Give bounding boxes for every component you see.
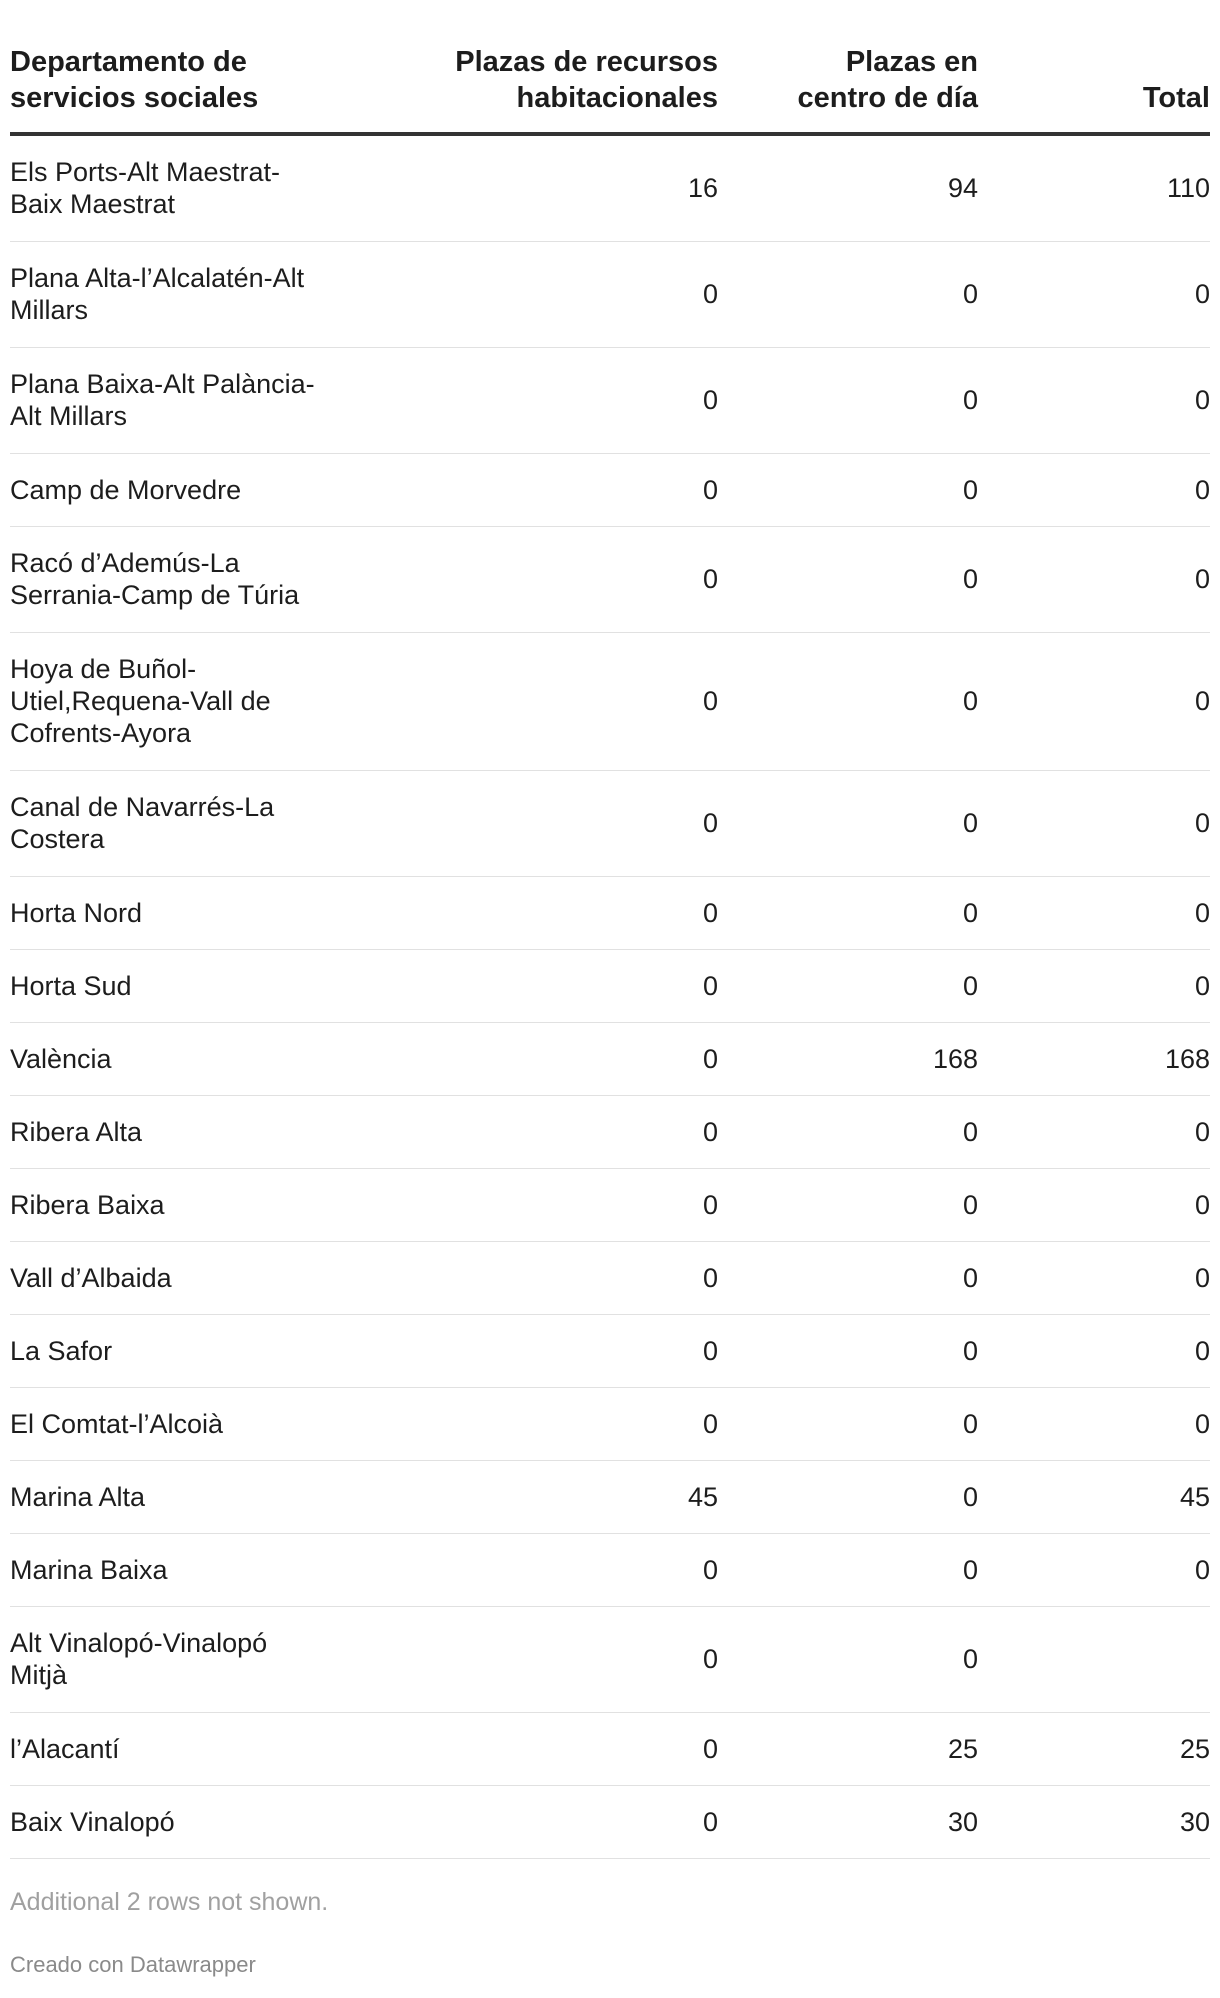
column-header-centro-line2: centro de día <box>797 82 978 114</box>
table-row <box>10 632 1210 770</box>
table-row <box>10 770 1210 876</box>
cell-centro: 0 <box>718 1314 978 1387</box>
table-row <box>10 1606 1210 1712</box>
cell-departamento: El Comtat-l’Alcoià <box>10 1387 330 1460</box>
cell-recursos: 0 <box>330 1022 718 1095</box>
cell-centro: 0 <box>718 1168 978 1241</box>
cell-departamento: Marina Baixa <box>10 1533 330 1606</box>
cell-centro: 0 <box>718 1387 978 1460</box>
table-chart <box>10 0 1220 1979</box>
cell-recursos: 0 <box>330 876 718 949</box>
cell-total: 0 <box>978 453 1210 526</box>
column-header-departamento[interactable] <box>10 0 330 134</box>
cell-departamento: Baix Vinalopó <box>10 1785 330 1858</box>
cell-recursos: 0 <box>330 526 718 632</box>
cell-departamento: l’Alacantí <box>10 1712 330 1785</box>
cell-total: 0 <box>978 1168 1210 1241</box>
cell-centro: 0 <box>718 453 978 526</box>
cell-centro: 0 <box>718 241 978 347</box>
table-row <box>10 1022 1210 1095</box>
table-row <box>10 1387 1210 1460</box>
table-row <box>10 1785 1210 1858</box>
table-row <box>10 876 1210 949</box>
column-header-departamento-line1: Departamento de <box>10 46 247 78</box>
cell-centro: 0 <box>718 1533 978 1606</box>
cell-centro: 0 <box>718 526 978 632</box>
cell-recursos: 0 <box>330 1168 718 1241</box>
table-row <box>10 347 1210 453</box>
cell-departamento: Vall d’Albaida <box>10 1241 330 1314</box>
table-row <box>10 1314 1210 1387</box>
cell-recursos: 0 <box>330 241 718 347</box>
cell-departamento: Horta Sud <box>10 949 330 1022</box>
cell-total: 30 <box>978 1785 1210 1858</box>
cell-departamento: Plana Alta-l’Alcalatén-Alt Millars <box>10 241 330 347</box>
cell-recursos: 0 <box>330 1606 718 1712</box>
cell-recursos: 0 <box>330 1712 718 1785</box>
table-row <box>10 1533 1210 1606</box>
cell-centro: 94 <box>718 134 978 241</box>
cell-departamento: Marina Alta <box>10 1460 330 1533</box>
cell-total: 0 <box>978 949 1210 1022</box>
column-header-departamento-line2: servicios sociales <box>10 82 259 114</box>
cell-centro: 0 <box>718 1460 978 1533</box>
cell-departamento: Canal de Navarrés-La Costera <box>10 770 330 876</box>
cell-departamento: Plana Baixa-Alt Palància-Alt Millars <box>10 347 330 453</box>
table-row <box>10 526 1210 632</box>
cell-departamento: Ribera Alta <box>10 1095 330 1168</box>
cell-centro: 168 <box>718 1022 978 1095</box>
cell-recursos: 0 <box>330 1387 718 1460</box>
table-row <box>10 241 1210 347</box>
cell-total: 0 <box>978 632 1210 770</box>
cell-departamento: Els Ports-Alt Maestrat-Baix Maestrat <box>10 134 330 241</box>
table-row <box>10 1241 1210 1314</box>
cell-centro: 0 <box>718 347 978 453</box>
data-table <box>10 0 1210 1859</box>
cell-departamento: València <box>10 1022 330 1095</box>
cell-recursos: 16 <box>330 134 718 241</box>
table-row <box>10 1168 1210 1241</box>
cell-total: 0 <box>978 876 1210 949</box>
cell-total: 0 <box>978 526 1210 632</box>
header-row <box>10 0 1210 134</box>
column-header-total[interactable] <box>978 0 1210 134</box>
cell-recursos: 0 <box>330 949 718 1022</box>
table-row <box>10 134 1210 241</box>
cell-total: 0 <box>978 770 1210 876</box>
datawrapper-credit[interactable]: Creado con Datawrapper <box>10 1951 256 1977</box>
cell-departamento: La Safor <box>10 1314 330 1387</box>
cell-total <box>978 1606 1210 1712</box>
cell-total: 0 <box>978 1387 1210 1460</box>
cell-total: 0 <box>978 347 1210 453</box>
cell-recursos: 0 <box>330 1533 718 1606</box>
cell-departamento: Hoya de Buñol-Utiel,Requena-Vall de Cofrents-Ayora <box>10 632 330 770</box>
cell-departamento: Camp de Morvedre <box>10 453 330 526</box>
cell-recursos: 0 <box>330 453 718 526</box>
cell-total: 0 <box>978 241 1210 347</box>
cell-departamento: Alt Vinalopó-Vinalopó Mitjà <box>10 1606 330 1712</box>
table-row <box>10 1712 1210 1785</box>
table-row <box>10 949 1210 1022</box>
column-header-total-label: Total <box>1142 82 1210 114</box>
cell-departamento: Ribera Baixa <box>10 1168 330 1241</box>
cell-centro: 0 <box>718 770 978 876</box>
column-header-recursos-line2: habitacionales <box>516 82 718 114</box>
cell-recursos: 0 <box>330 632 718 770</box>
cell-departamento: Racó d’Ademús-La Serrania-Camp de Túria <box>10 526 330 632</box>
cell-total: 45 <box>978 1460 1210 1533</box>
cell-total: 168 <box>978 1022 1210 1095</box>
cell-recursos: 0 <box>330 347 718 453</box>
table-header <box>10 0 1210 134</box>
cell-centro: 0 <box>718 632 978 770</box>
column-header-recursos[interactable] <box>330 0 718 134</box>
cell-total: 110 <box>978 134 1210 241</box>
cell-centro: 0 <box>718 1241 978 1314</box>
cell-total: 0 <box>978 1095 1210 1168</box>
table-body <box>10 134 1210 1858</box>
cell-recursos: 0 <box>330 770 718 876</box>
cell-total: 25 <box>978 1712 1210 1785</box>
column-header-recursos-line1: Plazas de recursos <box>455 46 718 78</box>
column-header-centro-line1: Plazas en <box>845 46 978 78</box>
cell-recursos: 0 <box>330 1785 718 1858</box>
cell-recursos: 0 <box>330 1241 718 1314</box>
cell-departamento: Horta Nord <box>10 876 330 949</box>
cell-centro: 0 <box>718 1095 978 1168</box>
cell-recursos: 0 <box>330 1095 718 1168</box>
cell-centro: 0 <box>718 949 978 1022</box>
table-row <box>10 1095 1210 1168</box>
cell-total: 0 <box>978 1314 1210 1387</box>
cell-centro: 0 <box>718 1606 978 1712</box>
cell-centro: 30 <box>718 1785 978 1858</box>
table-notes: Additional 2 rows not shown. <box>10 1887 329 1916</box>
cell-recursos: 0 <box>330 1314 718 1387</box>
cell-total: 0 <box>978 1533 1210 1606</box>
cell-centro: 0 <box>718 876 978 949</box>
table-row <box>10 453 1210 526</box>
cell-total: 0 <box>978 1241 1210 1314</box>
column-header-centro[interactable] <box>718 0 978 134</box>
cell-centro: 25 <box>718 1712 978 1785</box>
table-row <box>10 1460 1210 1533</box>
cell-recursos: 45 <box>330 1460 718 1533</box>
